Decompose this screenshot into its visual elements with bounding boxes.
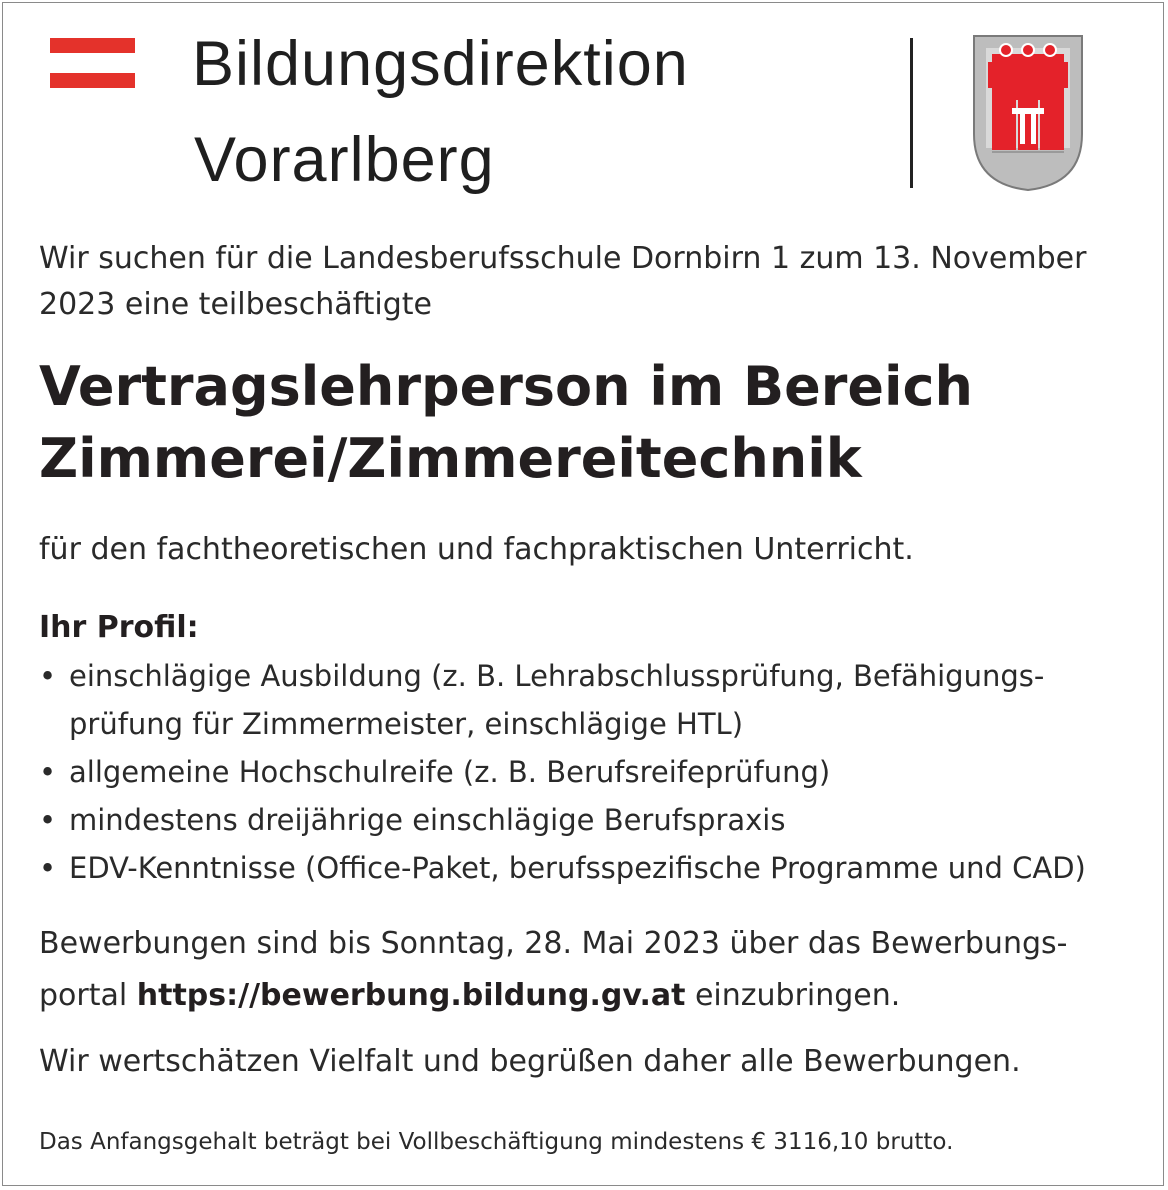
- intro-line2: 2023 eine teilbeschäftigte: [39, 287, 432, 322]
- profile-list: [39, 652, 1086, 892]
- application-line2: [39, 970, 1067, 1022]
- coat-of-arms-icon: [972, 34, 1084, 192]
- header: [0, 0, 1168, 215]
- list-item: [39, 796, 1086, 844]
- salary-note: Das Anfangsgehalt beträgt bei Vollbeschäftigung mindestens € 3116,10 brutto.: [39, 1129, 954, 1155]
- application-text: [39, 918, 1067, 1022]
- position-title-line2: Zimmerei/Zimmereitechnik: [39, 427, 862, 490]
- application-prefix: portal: [39, 978, 137, 1013]
- diversity-statement: Wir wertschätzen Vielfalt und begrüßen daher alle Bewerbungen.: [39, 1044, 1021, 1079]
- intro-text: [39, 236, 1086, 328]
- list-item-line1: allgemeine Hochschulreife (z. B. Berufsreifeprüfung): [69, 755, 831, 789]
- intro-line1: Wir suchen für die Landesberufsschule Dornbirn 1 zum 13. November: [39, 241, 1087, 276]
- list-item-line2: prüfung für Zimmermeister, einschlägige HTL): [69, 707, 744, 741]
- application-portal-link[interactable]: https://bewerbung.bildung.gv.at: [136, 978, 686, 1013]
- position-title-line1: Vertragslehrperson im Bereich: [39, 355, 973, 418]
- list-item-line1: einschlägige Ausbildung (z. B. Lehrabschlussprüfung, Befähigungs-: [69, 659, 1045, 693]
- brand-name-line1: Bildungsdirektion: [192, 29, 689, 99]
- austria-flag-icon: [50, 38, 135, 53]
- position-subtitle: für den fachtheoretischen und fachpraktischen Unterricht.: [39, 532, 914, 567]
- profile-heading: Ihr Profil:: [39, 610, 199, 645]
- austria-flag-red-stripe: [50, 73, 135, 88]
- bullet-icon: •: [39, 803, 57, 837]
- application-suffix: einzubringen.: [685, 978, 901, 1013]
- header-divider: [910, 38, 913, 188]
- bullet-icon: •: [39, 659, 57, 693]
- list-item-line1: mindestens dreijährige einschlägige Berufspraxis: [69, 803, 786, 837]
- position-title: [39, 351, 973, 495]
- brand-name-line2: Vorarlberg: [194, 125, 495, 195]
- list-item-line1: EDV-Kenntnisse (Office-Paket, berufsspezifische Programme und CAD): [69, 851, 1086, 885]
- list-item: [39, 748, 1086, 796]
- application-line1: Bewerbungen sind bis Sonntag, 28. Mai 2023 über das Bewerbungs-: [39, 926, 1068, 961]
- bullet-icon: •: [39, 755, 57, 789]
- list-item: [39, 652, 1086, 748]
- list-item: [39, 844, 1086, 892]
- bullet-icon: •: [39, 851, 57, 885]
